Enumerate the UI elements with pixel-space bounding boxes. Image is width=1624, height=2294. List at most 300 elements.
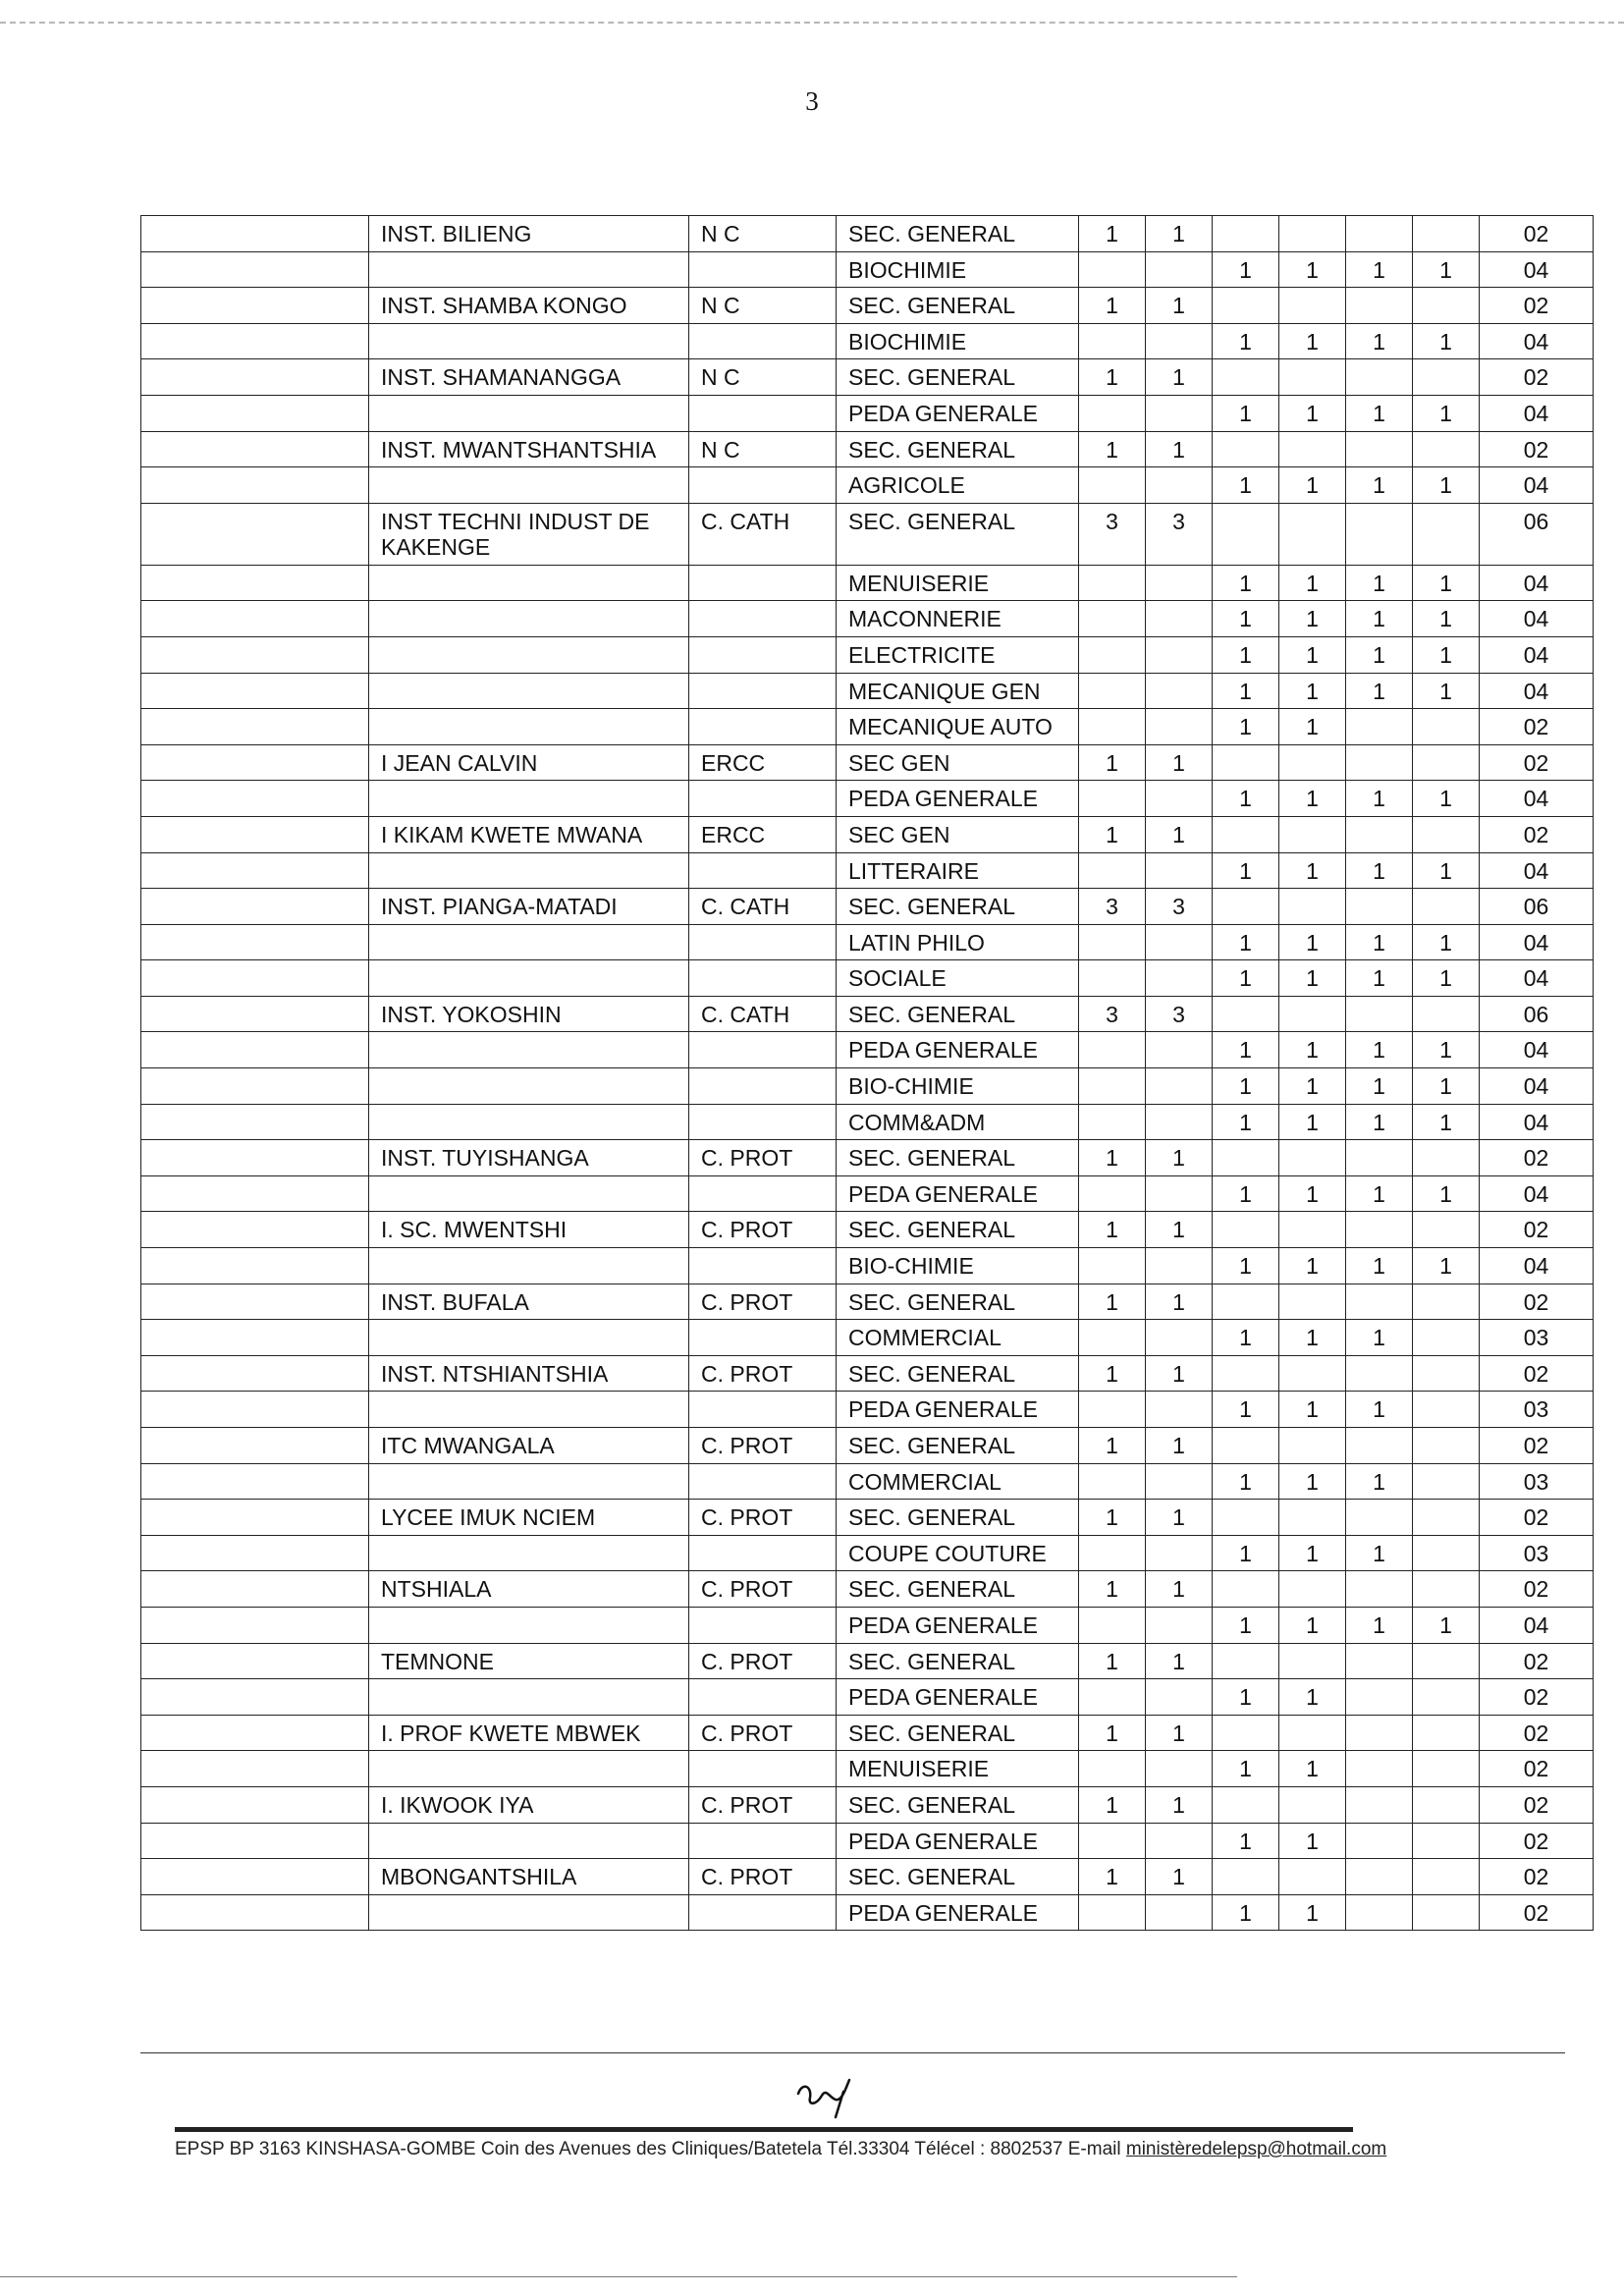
count-cell bbox=[1413, 431, 1480, 467]
count-cell bbox=[1279, 1571, 1346, 1608]
type-cell bbox=[689, 1679, 837, 1716]
school-cell bbox=[369, 852, 689, 889]
count-cell bbox=[1079, 251, 1146, 288]
count-cell bbox=[1213, 431, 1279, 467]
count-cell bbox=[1079, 1248, 1146, 1284]
count-cell bbox=[1346, 431, 1413, 467]
school-cell bbox=[369, 781, 689, 817]
count-cell bbox=[1079, 852, 1146, 889]
count-cell bbox=[1146, 1032, 1213, 1068]
total-cell: 02 bbox=[1480, 1284, 1594, 1320]
count-cell: 1 bbox=[1279, 1320, 1346, 1356]
count-cell: 1 bbox=[1213, 1679, 1279, 1716]
count-cell bbox=[1346, 359, 1413, 396]
count-cell bbox=[1279, 1212, 1346, 1248]
table-row bbox=[141, 1786, 1594, 1823]
count-cell: 1 bbox=[1346, 565, 1413, 601]
school-cell: INST. SHAMBA KONGO bbox=[369, 288, 689, 324]
count-cell bbox=[1079, 673, 1146, 709]
footer-address bbox=[175, 2139, 1386, 2160]
table-row bbox=[141, 1284, 1594, 1320]
count-cell: 1 bbox=[1079, 1500, 1146, 1536]
type-cell bbox=[689, 395, 837, 431]
total-cell: 04 bbox=[1480, 636, 1594, 673]
blank-cell bbox=[141, 889, 369, 925]
total-cell: 03 bbox=[1480, 1320, 1594, 1356]
type-cell bbox=[689, 565, 837, 601]
type-cell bbox=[689, 1607, 837, 1643]
blank-cell bbox=[141, 1715, 369, 1751]
section-cell: SEC. GENERAL bbox=[837, 1428, 1079, 1464]
table-row bbox=[141, 395, 1594, 431]
count-cell: 1 bbox=[1146, 1643, 1213, 1679]
count-cell bbox=[1279, 288, 1346, 324]
table-row bbox=[141, 1715, 1594, 1751]
total-cell: 04 bbox=[1480, 673, 1594, 709]
table-row bbox=[141, 852, 1594, 889]
blank-cell bbox=[141, 565, 369, 601]
total-cell: 02 bbox=[1480, 1823, 1594, 1859]
count-cell: 1 bbox=[1079, 744, 1146, 781]
count-cell: 1 bbox=[1213, 1823, 1279, 1859]
total-cell: 04 bbox=[1480, 1104, 1594, 1140]
count-cell: 1 bbox=[1079, 1571, 1146, 1608]
total-cell: 04 bbox=[1480, 1068, 1594, 1105]
school-cell bbox=[369, 1607, 689, 1643]
blank-cell bbox=[141, 1751, 369, 1787]
count-cell: 1 bbox=[1413, 924, 1480, 960]
blank-cell bbox=[141, 1032, 369, 1068]
type-cell: C. PROT bbox=[689, 1212, 837, 1248]
count-cell bbox=[1079, 1175, 1146, 1212]
table-row bbox=[141, 1500, 1594, 1536]
type-cell bbox=[689, 467, 837, 504]
table-row bbox=[141, 673, 1594, 709]
section-cell: SEC. GENERAL bbox=[837, 216, 1079, 252]
type-cell bbox=[689, 924, 837, 960]
count-cell: 1 bbox=[1346, 1607, 1413, 1643]
count-cell: 1 bbox=[1079, 1859, 1146, 1895]
total-cell: 02 bbox=[1480, 1859, 1594, 1895]
section-cell: BIO-CHIMIE bbox=[837, 1068, 1079, 1105]
blank-cell bbox=[141, 503, 369, 565]
school-cell bbox=[369, 565, 689, 601]
type-cell bbox=[689, 1894, 837, 1931]
count-cell: 1 bbox=[1413, 565, 1480, 601]
count-cell bbox=[1279, 1428, 1346, 1464]
count-cell bbox=[1079, 395, 1146, 431]
count-cell bbox=[1146, 1607, 1213, 1643]
section-cell: SEC. GENERAL bbox=[837, 996, 1079, 1032]
section-cell: PEDA GENERALE bbox=[837, 1032, 1079, 1068]
count-cell: 1 bbox=[1279, 1175, 1346, 1212]
count-cell bbox=[1146, 565, 1213, 601]
count-cell: 1 bbox=[1346, 1104, 1413, 1140]
total-cell: 03 bbox=[1480, 1535, 1594, 1571]
school-cell: I KIKAM KWETE MWANA bbox=[369, 816, 689, 852]
count-cell bbox=[1413, 1355, 1480, 1392]
count-cell: 1 bbox=[1346, 1068, 1413, 1105]
table-row bbox=[141, 216, 1594, 252]
count-cell: 1 bbox=[1413, 1248, 1480, 1284]
total-cell: 06 bbox=[1480, 889, 1594, 925]
type-cell: C. PROT bbox=[689, 1859, 837, 1895]
count-cell bbox=[1346, 1284, 1413, 1320]
total-cell: 02 bbox=[1480, 1355, 1594, 1392]
count-cell bbox=[1079, 565, 1146, 601]
count-cell bbox=[1413, 1463, 1480, 1500]
section-cell: PEDA GENERALE bbox=[837, 1894, 1079, 1931]
section-cell: MECANIQUE AUTO bbox=[837, 709, 1079, 745]
blank-cell bbox=[141, 216, 369, 252]
count-cell bbox=[1079, 1068, 1146, 1105]
count-cell bbox=[1146, 1392, 1213, 1428]
blank-cell bbox=[141, 1140, 369, 1176]
section-cell: PEDA GENERALE bbox=[837, 1679, 1079, 1716]
count-cell: 1 bbox=[1279, 709, 1346, 745]
section-cell: PEDA GENERALE bbox=[837, 1607, 1079, 1643]
total-cell: 04 bbox=[1480, 781, 1594, 817]
count-cell: 1 bbox=[1413, 467, 1480, 504]
count-cell: 1 bbox=[1146, 359, 1213, 396]
table-row bbox=[141, 1140, 1594, 1176]
count-cell: 1 bbox=[1413, 251, 1480, 288]
count-cell bbox=[1279, 1500, 1346, 1536]
table-row bbox=[141, 1679, 1594, 1716]
count-cell bbox=[1413, 1823, 1480, 1859]
count-cell bbox=[1346, 503, 1413, 565]
count-cell: 1 bbox=[1213, 1104, 1279, 1140]
count-cell bbox=[1279, 996, 1346, 1032]
type-cell: C. CATH bbox=[689, 889, 837, 925]
count-cell bbox=[1079, 323, 1146, 359]
count-cell bbox=[1346, 288, 1413, 324]
type-cell bbox=[689, 1392, 837, 1428]
count-cell: 1 bbox=[1279, 781, 1346, 817]
count-cell bbox=[1413, 1894, 1480, 1931]
count-cell bbox=[1079, 924, 1146, 960]
blank-cell bbox=[141, 359, 369, 396]
count-cell: 1 bbox=[1413, 601, 1480, 637]
count-cell: 3 bbox=[1079, 889, 1146, 925]
blank-cell bbox=[141, 1894, 369, 1931]
count-cell bbox=[1213, 1140, 1279, 1176]
count-cell: 1 bbox=[1213, 852, 1279, 889]
blank-cell bbox=[141, 744, 369, 781]
school-cell bbox=[369, 1823, 689, 1859]
type-cell bbox=[689, 852, 837, 889]
table-row bbox=[141, 288, 1594, 324]
count-cell bbox=[1346, 889, 1413, 925]
school-cell bbox=[369, 960, 689, 997]
count-cell bbox=[1346, 1140, 1413, 1176]
section-cell: SEC. GENERAL bbox=[837, 1859, 1079, 1895]
count-cell: 1 bbox=[1146, 216, 1213, 252]
type-cell: C. PROT bbox=[689, 1284, 837, 1320]
count-cell bbox=[1146, 781, 1213, 817]
blank-cell bbox=[141, 816, 369, 852]
school-cell bbox=[369, 1535, 689, 1571]
count-cell bbox=[1146, 1104, 1213, 1140]
count-cell bbox=[1413, 1284, 1480, 1320]
section-cell: PEDA GENERALE bbox=[837, 781, 1079, 817]
count-cell: 3 bbox=[1079, 996, 1146, 1032]
count-cell: 1 bbox=[1279, 1751, 1346, 1787]
section-cell: MENUISERIE bbox=[837, 1751, 1079, 1787]
total-cell: 02 bbox=[1480, 431, 1594, 467]
blank-cell bbox=[141, 1104, 369, 1140]
count-cell: 1 bbox=[1279, 960, 1346, 997]
blank-cell bbox=[141, 1859, 369, 1895]
count-cell bbox=[1346, 1823, 1413, 1859]
count-cell bbox=[1213, 503, 1279, 565]
count-cell: 1 bbox=[1279, 1894, 1346, 1931]
table-row bbox=[141, 503, 1594, 565]
count-cell: 1 bbox=[1079, 1643, 1146, 1679]
scan-edge-top bbox=[0, 22, 1624, 24]
section-cell: SEC. GENERAL bbox=[837, 359, 1079, 396]
count-cell: 1 bbox=[1413, 1607, 1480, 1643]
blank-cell bbox=[141, 960, 369, 997]
count-cell bbox=[1413, 1643, 1480, 1679]
count-cell: 1 bbox=[1146, 1715, 1213, 1751]
blank-cell bbox=[141, 1571, 369, 1608]
count-cell bbox=[1279, 1859, 1346, 1895]
count-cell bbox=[1413, 1500, 1480, 1536]
count-cell bbox=[1346, 1859, 1413, 1895]
count-cell bbox=[1413, 1140, 1480, 1176]
school-cell bbox=[369, 323, 689, 359]
blank-cell bbox=[141, 1175, 369, 1212]
count-cell: 1 bbox=[1279, 1823, 1346, 1859]
count-cell: 3 bbox=[1146, 996, 1213, 1032]
count-cell bbox=[1413, 359, 1480, 396]
blank-cell bbox=[141, 251, 369, 288]
count-cell: 1 bbox=[1213, 1607, 1279, 1643]
count-cell bbox=[1279, 889, 1346, 925]
count-cell bbox=[1146, 924, 1213, 960]
count-cell bbox=[1413, 816, 1480, 852]
school-cell bbox=[369, 673, 689, 709]
type-cell bbox=[689, 673, 837, 709]
count-cell: 1 bbox=[1279, 1535, 1346, 1571]
count-cell bbox=[1213, 1715, 1279, 1751]
count-cell bbox=[1213, 1212, 1279, 1248]
count-cell bbox=[1413, 1859, 1480, 1895]
count-cell bbox=[1213, 1571, 1279, 1608]
school-cell bbox=[369, 251, 689, 288]
count-cell bbox=[1279, 503, 1346, 565]
count-cell: 1 bbox=[1346, 673, 1413, 709]
type-cell bbox=[689, 1032, 837, 1068]
school-cell: MBONGANTSHILA bbox=[369, 1859, 689, 1895]
count-cell bbox=[1213, 744, 1279, 781]
type-cell bbox=[689, 781, 837, 817]
table-row bbox=[141, 1212, 1594, 1248]
count-cell bbox=[1279, 1140, 1346, 1176]
count-cell bbox=[1413, 1392, 1480, 1428]
count-cell: 1 bbox=[1213, 781, 1279, 817]
count-cell bbox=[1079, 1463, 1146, 1500]
count-cell: 1 bbox=[1146, 1859, 1213, 1895]
table-row bbox=[141, 744, 1594, 781]
count-cell bbox=[1213, 359, 1279, 396]
count-cell: 1 bbox=[1346, 1320, 1413, 1356]
school-cell: INST. YOKOSHIN bbox=[369, 996, 689, 1032]
total-cell: 02 bbox=[1480, 1643, 1594, 1679]
count-cell: 1 bbox=[1279, 852, 1346, 889]
table-row bbox=[141, 1463, 1594, 1500]
count-cell: 1 bbox=[1413, 636, 1480, 673]
blank-cell bbox=[141, 1392, 369, 1428]
count-cell bbox=[1279, 744, 1346, 781]
count-cell: 1 bbox=[1079, 1355, 1146, 1392]
school-cell: INST. SHAMANANGGA bbox=[369, 359, 689, 396]
table-row bbox=[141, 1320, 1594, 1356]
count-cell bbox=[1213, 288, 1279, 324]
count-cell: 1 bbox=[1413, 395, 1480, 431]
section-cell: SEC. GENERAL bbox=[837, 1355, 1079, 1392]
count-cell bbox=[1413, 288, 1480, 324]
count-cell bbox=[1346, 216, 1413, 252]
count-cell: 1 bbox=[1079, 1140, 1146, 1176]
count-cell bbox=[1346, 744, 1413, 781]
section-cell: BIOCHIMIE bbox=[837, 323, 1079, 359]
table-row bbox=[141, 1068, 1594, 1105]
count-cell bbox=[1346, 996, 1413, 1032]
table-row bbox=[141, 636, 1594, 673]
count-cell bbox=[1146, 636, 1213, 673]
count-cell: 1 bbox=[1346, 924, 1413, 960]
total-cell: 02 bbox=[1480, 816, 1594, 852]
count-cell bbox=[1413, 1679, 1480, 1716]
section-cell: LATIN PHILO bbox=[837, 924, 1079, 960]
count-cell: 1 bbox=[1079, 1284, 1146, 1320]
section-cell: MENUISERIE bbox=[837, 565, 1079, 601]
count-cell bbox=[1213, 996, 1279, 1032]
footer-rule bbox=[175, 2127, 1353, 2132]
school-cell bbox=[369, 601, 689, 637]
type-cell: N C bbox=[689, 216, 837, 252]
type-cell: C. PROT bbox=[689, 1355, 837, 1392]
count-cell bbox=[1146, 1535, 1213, 1571]
school-cell bbox=[369, 1068, 689, 1105]
count-cell bbox=[1079, 636, 1146, 673]
blank-cell bbox=[141, 1428, 369, 1464]
blank-cell bbox=[141, 1643, 369, 1679]
table-row bbox=[141, 1104, 1594, 1140]
count-cell bbox=[1146, 709, 1213, 745]
total-cell: 02 bbox=[1480, 744, 1594, 781]
count-cell: 1 bbox=[1279, 1463, 1346, 1500]
count-cell: 1 bbox=[1346, 1463, 1413, 1500]
blank-cell bbox=[141, 1355, 369, 1392]
count-cell: 1 bbox=[1146, 1500, 1213, 1536]
type-cell bbox=[689, 1320, 837, 1356]
table-row bbox=[141, 323, 1594, 359]
total-cell: 02 bbox=[1480, 1894, 1594, 1931]
section-cell: SEC. GENERAL bbox=[837, 503, 1079, 565]
section-cell: SEC GEN bbox=[837, 744, 1079, 781]
total-cell: 04 bbox=[1480, 1175, 1594, 1212]
section-cell: SEC. GENERAL bbox=[837, 1212, 1079, 1248]
blank-cell bbox=[141, 1535, 369, 1571]
count-cell bbox=[1213, 1500, 1279, 1536]
total-cell: 04 bbox=[1480, 1032, 1594, 1068]
type-cell: C. PROT bbox=[689, 1140, 837, 1176]
type-cell bbox=[689, 709, 837, 745]
count-cell: 1 bbox=[1413, 323, 1480, 359]
count-cell bbox=[1346, 1679, 1413, 1716]
type-cell: N C bbox=[689, 288, 837, 324]
table-row bbox=[141, 996, 1594, 1032]
school-cell bbox=[369, 1679, 689, 1716]
count-cell: 1 bbox=[1213, 636, 1279, 673]
section-cell: SEC. GENERAL bbox=[837, 288, 1079, 324]
count-cell: 1 bbox=[1346, 395, 1413, 431]
count-cell: 1 bbox=[1146, 1571, 1213, 1608]
count-cell: 1 bbox=[1213, 1032, 1279, 1068]
count-cell: 1 bbox=[1146, 1428, 1213, 1464]
page-number: 3 bbox=[805, 86, 819, 116]
count-cell bbox=[1213, 1284, 1279, 1320]
footer-address-text: EPSP BP 3163 KINSHASA-GOMBE Coin des Avenues des Cliniques/Batetela Tél.33304 Télécel : 8802537 E-mail bbox=[175, 2139, 1126, 2159]
section-cell: SEC. GENERAL bbox=[837, 1715, 1079, 1751]
count-cell: 1 bbox=[1213, 960, 1279, 997]
total-cell: 02 bbox=[1480, 1428, 1594, 1464]
count-cell bbox=[1279, 1786, 1346, 1823]
count-cell: 1 bbox=[1213, 565, 1279, 601]
section-cell: MACONNERIE bbox=[837, 601, 1079, 637]
count-cell: 1 bbox=[1346, 251, 1413, 288]
count-cell: 1 bbox=[1413, 1175, 1480, 1212]
school-cell bbox=[369, 924, 689, 960]
blank-cell bbox=[141, 709, 369, 745]
count-cell: 3 bbox=[1146, 889, 1213, 925]
table-row bbox=[141, 359, 1594, 396]
count-cell: 1 bbox=[1413, 1104, 1480, 1140]
count-cell: 1 bbox=[1346, 1392, 1413, 1428]
count-cell: 1 bbox=[1079, 216, 1146, 252]
count-cell bbox=[1413, 1212, 1480, 1248]
count-cell bbox=[1146, 1320, 1213, 1356]
section-cell: SEC. GENERAL bbox=[837, 1571, 1079, 1608]
count-cell bbox=[1146, 467, 1213, 504]
count-cell: 1 bbox=[1279, 251, 1346, 288]
count-cell bbox=[1213, 889, 1279, 925]
school-cell bbox=[369, 1104, 689, 1140]
total-cell: 02 bbox=[1480, 359, 1594, 396]
type-cell: C. PROT bbox=[689, 1643, 837, 1679]
table-row bbox=[141, 1535, 1594, 1571]
count-cell: 1 bbox=[1146, 816, 1213, 852]
count-cell bbox=[1146, 395, 1213, 431]
type-cell: N C bbox=[689, 359, 837, 396]
type-cell bbox=[689, 323, 837, 359]
type-cell bbox=[689, 1823, 837, 1859]
blank-cell bbox=[141, 636, 369, 673]
table-row bbox=[141, 709, 1594, 745]
school-cell bbox=[369, 1463, 689, 1500]
count-cell bbox=[1146, 1679, 1213, 1716]
count-cell: 1 bbox=[1279, 601, 1346, 637]
count-cell: 1 bbox=[1079, 431, 1146, 467]
school-cell: INST. TUYISHANGA bbox=[369, 1140, 689, 1176]
school-cell: INST. MWANTSHANTSHIA bbox=[369, 431, 689, 467]
footer-divider bbox=[140, 2052, 1565, 2053]
blank-cell bbox=[141, 1463, 369, 1500]
blank-cell bbox=[141, 1248, 369, 1284]
